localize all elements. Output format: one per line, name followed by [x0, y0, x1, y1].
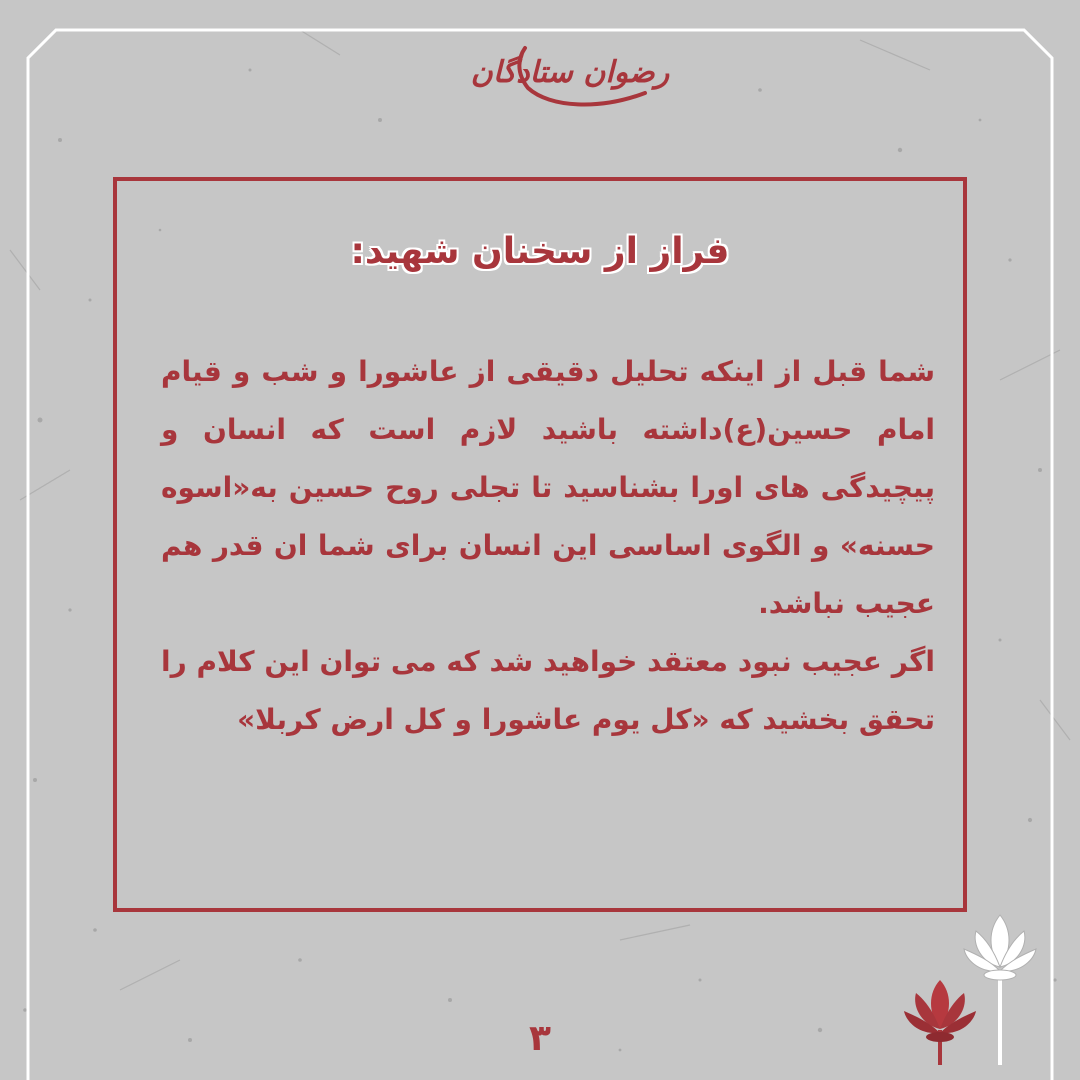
quote-box	[113, 177, 967, 912]
quote-paragraph: شما قبل از اینکه تحلیل دقیقی از عاشورا و شب و قیام امام حسین(ع)داشته باشید لازم است که انسان و پیچیدگی های اورا بشناسید تا تجلی روح حسین به«اسوه حسنه» و الگوی اساسی این انسان برای شما ان قدر هم عجیب نباشد.	[161, 355, 935, 620]
quote-title: فراز از سخنان شهید:	[350, 231, 730, 272]
brand-logo	[470, 38, 670, 114]
page-number: ۳	[529, 1018, 551, 1059]
quote-paragraph: اگر عجیب نبود معتقد خواهید شد که می توان این کلام را تحقق بخشید که «کل یوم عاشورا و کل ارض کربلا»	[161, 645, 935, 736]
white-lotus-icon	[964, 915, 1036, 1065]
quote-body	[161, 343, 935, 749]
lotus-decoration	[900, 905, 1050, 1065]
red-lotus-icon	[904, 980, 976, 1065]
logo-text: رضوان ستادگان	[470, 55, 670, 90]
